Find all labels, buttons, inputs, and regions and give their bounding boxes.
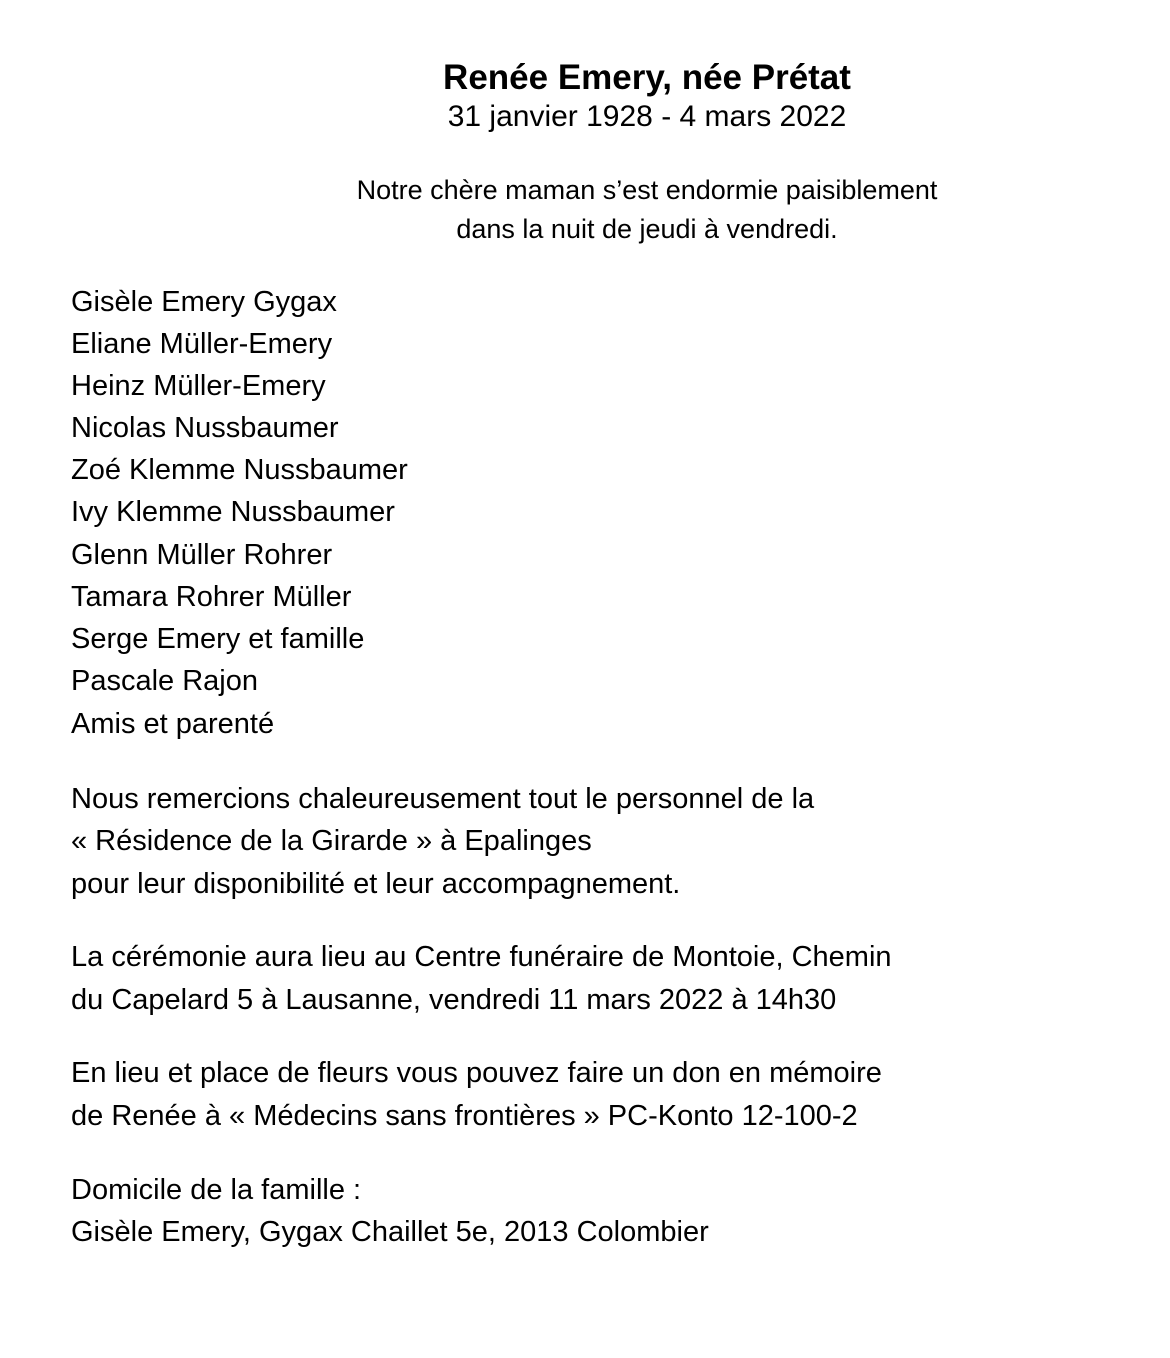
family-member: Amis et parenté bbox=[71, 708, 275, 740]
deceased-name-title: Renée Emery, née Prétat bbox=[443, 58, 851, 97]
intro-line: Notre chère maman s’est endormie paisiblement bbox=[356, 175, 938, 205]
family-member: Pascale Rajon bbox=[71, 665, 258, 697]
family-member: Ivy Klemme Nussbaumer bbox=[71, 496, 395, 528]
family-member: Nicolas Nussbaumer bbox=[71, 412, 339, 444]
family-member: Zoé Klemme Nussbaumer bbox=[71, 454, 408, 486]
domicile-label: Domicile de la famille : bbox=[71, 1174, 362, 1206]
family-member: Eliane Müller-Emery bbox=[71, 328, 333, 360]
family-member: Serge Emery et famille bbox=[71, 623, 365, 655]
donation-line: de Renée à « Médecins sans frontières » PC-Konto 12-100-2 bbox=[71, 1100, 858, 1132]
ceremony-line: La cérémonie aura lieu au Centre funéraire de Montoie, Chemin bbox=[71, 941, 892, 973]
intro-line: dans la nuit de jeudi à vendredi. bbox=[456, 214, 838, 244]
family-member: Glenn Müller Rohrer bbox=[71, 539, 333, 571]
domicile-address: Gisèle Emery, Gygax Chaillet 5e, 2013 Colombier bbox=[71, 1216, 709, 1248]
family-member: Heinz Müller-Emery bbox=[71, 370, 326, 402]
family-member: Gisèle Emery Gygax bbox=[71, 286, 337, 318]
life-dates: 31 janvier 1928 - 4 mars 2022 bbox=[447, 100, 847, 133]
thanks-line: Nous remercions chaleureusement tout le personnel de la bbox=[71, 783, 815, 815]
ceremony-line: du Capelard 5 à Lausanne, vendredi 11 mars 2022 à 14h30 bbox=[71, 984, 837, 1016]
family-member: Tamara Rohrer Müller bbox=[71, 581, 352, 613]
thanks-line: pour leur disponibilité et leur accompagnement. bbox=[71, 868, 681, 900]
donation-line: En lieu et place de fleurs vous pouvez faire un don en mémoire bbox=[71, 1057, 882, 1089]
thanks-line: « Résidence de la Girarde » à Epalinges bbox=[71, 825, 592, 857]
